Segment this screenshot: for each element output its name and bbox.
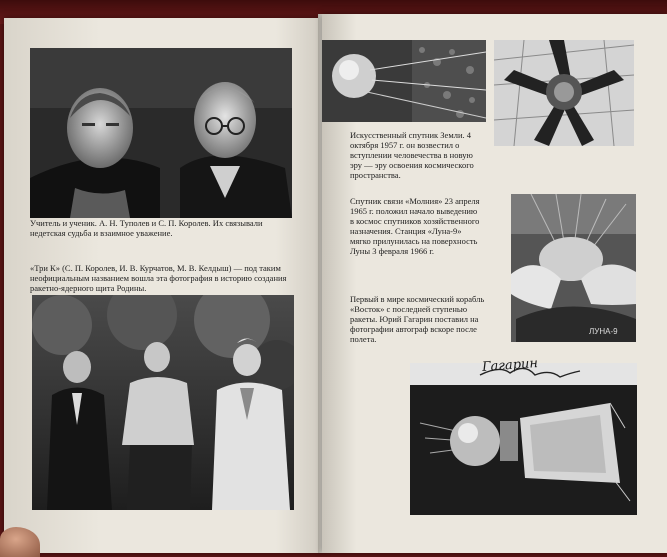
left-page: [4, 18, 324, 553]
caption-tupolev-korolev: Учитель и ученик. А. Н. Туполев и С. П. Королев. Их связывали недетская судьба и взаимное уважение.: [30, 218, 263, 238]
caption-sputnik: Искусственный спутник Земли. 4 октября 1957 г. он возвестил о вступлении человечества в новую эру — эру освоения космического пространства.: [350, 130, 474, 180]
luna-9-label: ЛУНА-9: [589, 327, 618, 336]
caption-vostok: Первый в мире космический корабль «Восток» с последней ступенью ракеты. Юрий Гагарин поставил на фотографии автограф вскоре после полета.: [350, 294, 485, 344]
right-page: [322, 14, 667, 553]
photo-vostok-image: [410, 363, 637, 515]
photo-sputnik-1-image: [322, 40, 486, 122]
photo-molniya-satellite: [494, 40, 634, 146]
photo-luna-9-image: [511, 194, 636, 342]
photo-molniya-satellite-image: [494, 40, 634, 146]
photo-luna-9: [511, 194, 636, 342]
photo-three-k-image: [32, 295, 294, 510]
photo-sputnik-1: [322, 40, 486, 122]
photo-three-k: [32, 295, 294, 510]
photo-vostok: [410, 363, 637, 515]
photo-tupolev-korolev: [30, 48, 292, 218]
caption-three-k: «Три К» (С. П. Королев, И. В. Курчатов, М. В. Келдыш) — под таким неофициальным названием вошла эта фотография в историю создания ракетно-ядерного щита Родины.: [30, 263, 287, 293]
caption-molniya: Спутник связи «Молния» 23 апреля 1965 г. положил начало выведению в космос спутников хозяйственного назначения. Станция «Луна-9» мягко прилунилась на поверхность Луны 3 февраля 1966 г.: [350, 196, 480, 256]
photo-tupolev-korolev-image: [30, 48, 292, 218]
gagarin-signature: Гагарин: [481, 356, 539, 375]
